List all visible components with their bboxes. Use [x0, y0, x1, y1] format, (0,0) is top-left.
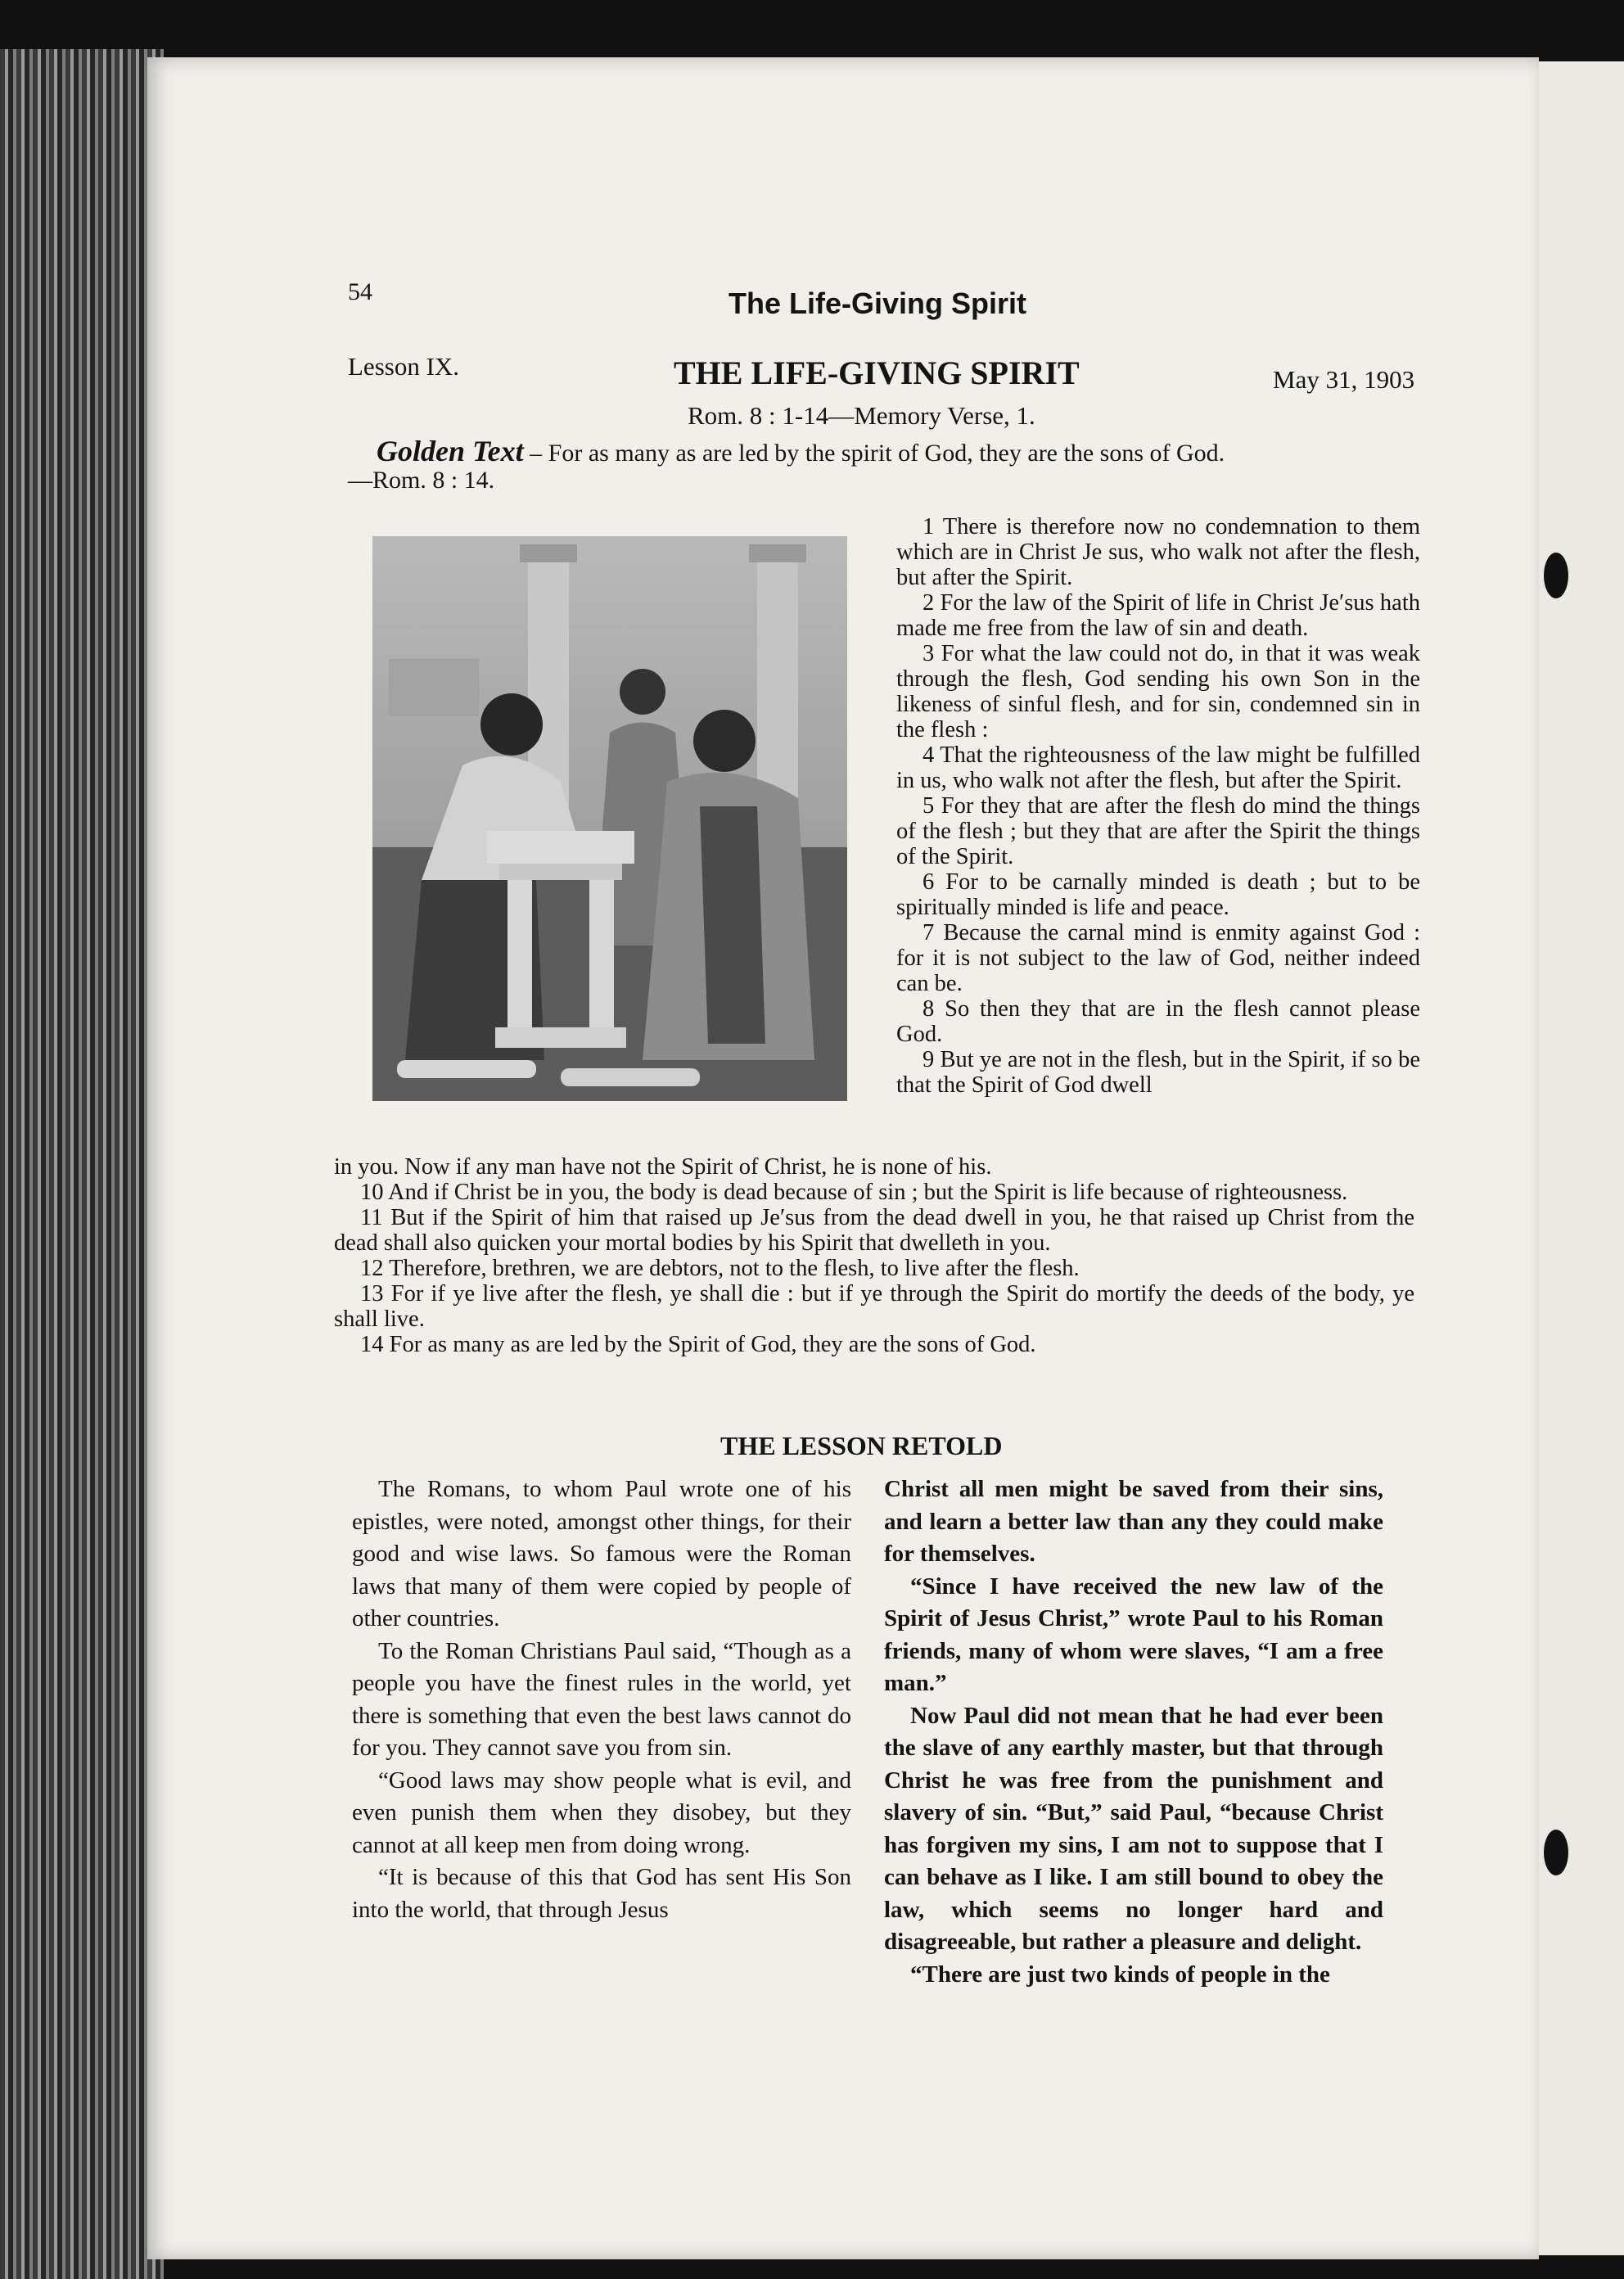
verse: 10 And if Christ be in you, the body is dead because of sin ; but the Spirit is life because of righteousness.	[360, 1180, 1348, 1205]
paragraph: To the Roman Christians Paul said, “Though as a people you have the finest rules in the world, yet there is something that even the best laws cannot do for you. They cannot save you from sin.	[352, 1637, 851, 1761]
verse: 2 For the law of the Spirit of life in Christ Je′sus hath made me free from the law of sin and death.	[896, 590, 1420, 641]
paragraph: Now Paul did not mean that he had ever been the slave of any earthly master, but that through Christ he was free from the punishment and slavery of sin. “But,” said Paul, “because Christ has forgiven my sins, I am not to suppose that I can behave as I like. I am still bound to obey the law, which seems no longer hard and disagreeable, but rather a pleasure and delight.	[884, 1702, 1383, 1955]
verse: 9 But ye are not in the flesh, but in the Spirit, if so be that the Spirit of God dwell	[896, 1047, 1420, 1098]
facing-page-edge	[1539, 61, 1624, 2255]
paragraph: “Good laws may show people what is evil, and even punish them when they disobey, but they cannot at all keep men from doing wrong.	[352, 1767, 851, 1858]
golden-text-citation: —Rom. 8 : 14.	[348, 467, 495, 494]
lesson-date: May 31, 1903	[1273, 365, 1415, 394]
verse: 12 Therefore, brethren, we are debtors, not to the flesh, to live after the flesh.	[360, 1256, 1080, 1281]
page-number: 54	[348, 278, 372, 305]
binding-hole	[1544, 1830, 1568, 1875]
golden-text	[348, 435, 1428, 494]
verse: 8 So then they that are in the flesh cannot please God.	[896, 996, 1420, 1047]
verse: 1 There is therefore now no condemnation to them which are in Christ Je sus, who walk not after the flesh, but after the Spirit.	[896, 514, 1420, 590]
paragraph: “It is because of this that God has sent His Son into the world, that through Jesus	[352, 1864, 851, 1923]
paragraph: “Since I have received the new law of the Spirit of Jesus Christ,” wrote Paul to his Roman friends, many of whom were slaves, “I am a free man.”	[884, 1573, 1383, 1696]
verse: 11 But if the Spirit of him that raised up Je′sus from the dead dwell in you, he that raised up Christ from the dead shall also quicken your mortal bodies by his Spirit that dwelleth in you.	[334, 1205, 1414, 1256]
verse: 6 For to be carnally minded is death ; but to be spiritually minded is life and peace.	[896, 869, 1420, 920]
verse: 5 For they that are after the flesh do mind the things of the flesh ; but they that are after the Spirit the things of the Spirit.	[896, 793, 1420, 869]
scripture-reference: Rom. 8 : 1-14—Memory Verse, 1.	[688, 401, 1035, 430]
running-title: The Life-Giving Spirit	[729, 287, 1027, 320]
verse: 7 Because the carnal mind is enmity against God : for it is not subject to the law of God, neither indeed can be.	[896, 920, 1420, 996]
paragraph: Christ all men might be saved from their sins, and learn a better law than any they could make for themselves.	[884, 1476, 1383, 1567]
binding-hole	[1544, 553, 1568, 598]
verse: 4 That the righteousness of the law might be fulfilled in us, who walk not after the flesh, but after the Spirit.	[896, 742, 1420, 793]
scripture-verses-lower	[334, 1154, 1414, 1357]
golden-text-label: Golden Text	[377, 435, 524, 467]
lesson-title: THE LIFE-GIVING SPIRIT	[674, 354, 1080, 391]
lesson-number: Lesson IX.	[348, 352, 460, 381]
retold-right-column	[884, 1473, 1383, 1991]
retold-left-column	[352, 1473, 851, 1926]
verse: in you. Now if any man have not the Spirit of Christ, he is none of his.	[334, 1154, 992, 1180]
paragraph: “There are just two kinds of people in the	[910, 1961, 1330, 1988]
verse: 13 For if ye live after the flesh, ye shall die : but if ye through the Spirit do mortify the deeds of the body, ye shall live.	[334, 1281, 1414, 1332]
illustration-paul-writing	[372, 536, 847, 1101]
scripture-verses-upper	[896, 514, 1420, 1098]
verse: 3 For what the law could not do, in that it was weak through the flesh, God sending his own Son in the likeness of sinful flesh, and for sin, condemned sin in the flesh :	[896, 641, 1420, 742]
golden-text-body: – For as many as are led by the spirit of God, they are the sons of God.	[530, 440, 1225, 467]
paragraph: The Romans, to whom Paul wrote one of his epistles, were noted, amongst other things, for their good and wise laws. So famous were the Roman laws that many of them were copied by people of other countries.	[352, 1476, 851, 1631]
section-heading-lesson-retold: THE LESSON RETOLD	[720, 1431, 1003, 1460]
verse: 14 For as many as are led by the Spirit of God, they are the sons of God.	[360, 1332, 1036, 1357]
book-page-edges	[0, 49, 164, 2279]
